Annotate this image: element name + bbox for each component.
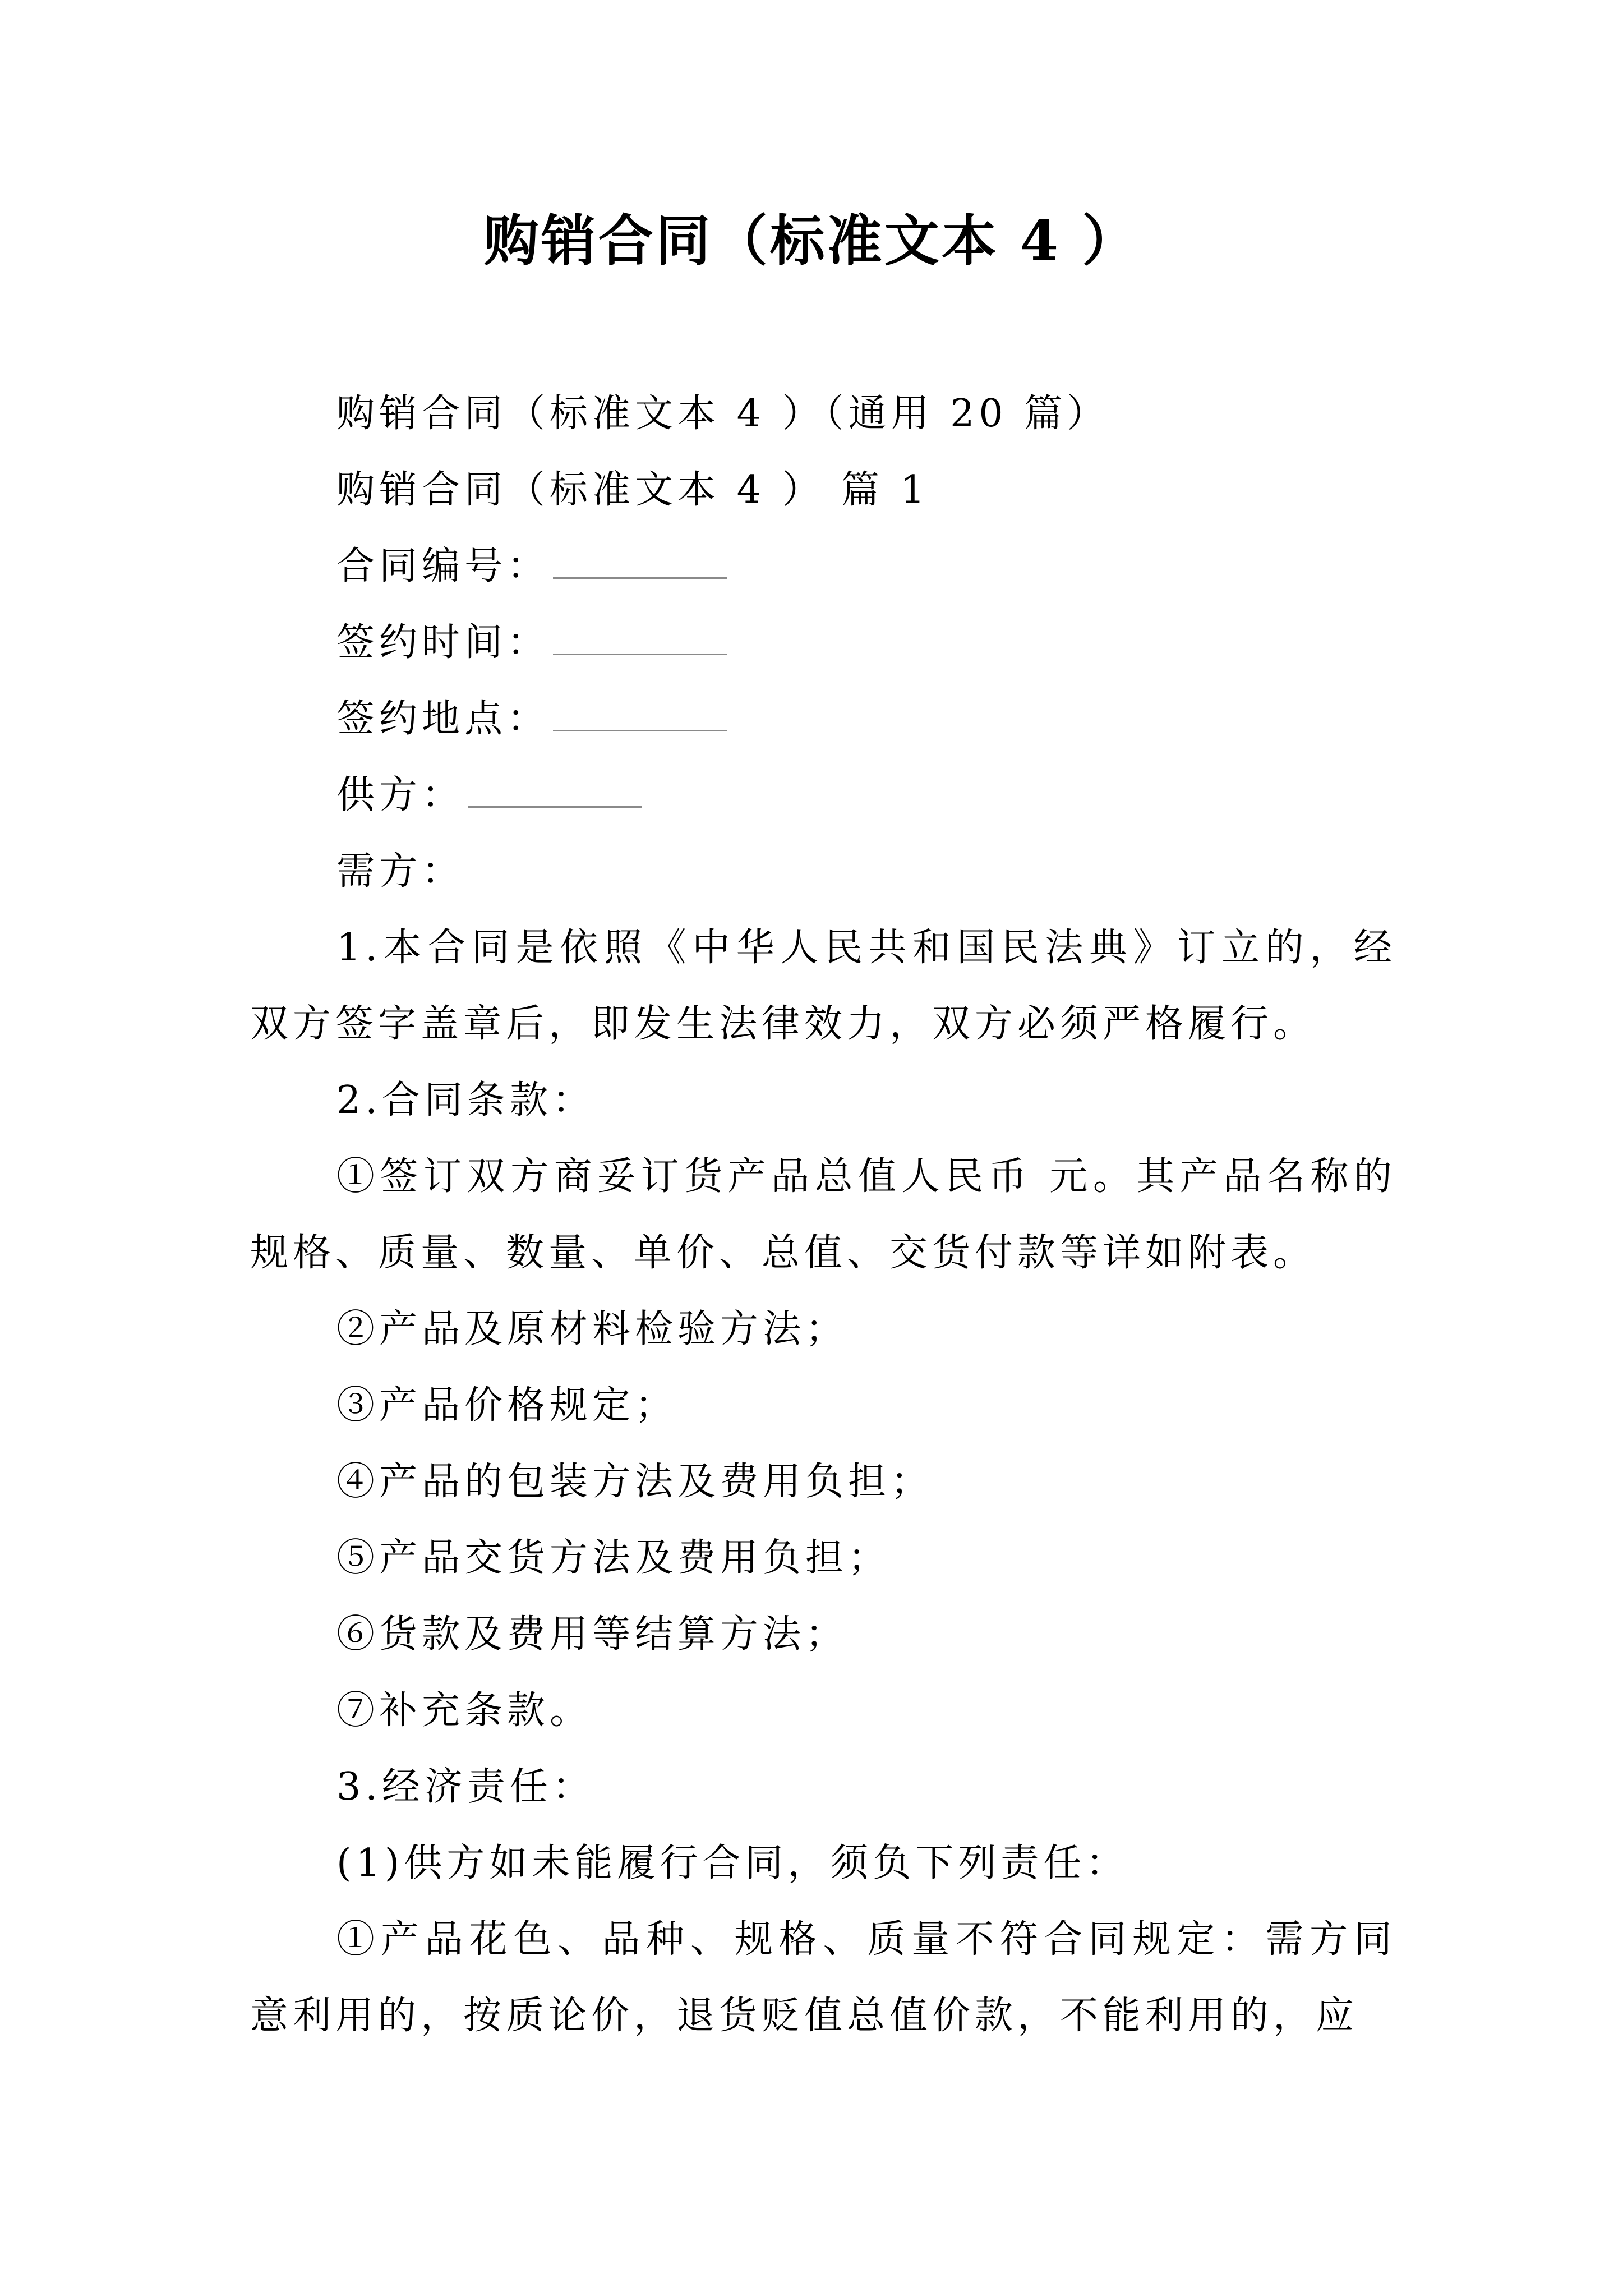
clause-2-item-2: ②产品及原材料检验方法； [336,1307,849,1351]
clause-2-heading: 2.合同条款： [336,1078,595,1122]
clause-2-item-6: ⑥货款及费用等结算方法； [336,1612,849,1657]
signing-time-label: 签约时间： [336,620,550,665]
buyer-label: 需方： [336,849,465,894]
contract-number-label: 合同编号： [336,544,550,588]
clause-3-sub: (1)供方如未能履行合同，须负下列责任： [336,1841,1129,1885]
signing-time-blank[interactable] [553,614,727,655]
supplier-field [250,757,1396,834]
signing-place-label: 签约地点： [336,697,550,741]
section-heading: 购销合同（标准文本 4 ） 篇 1 [336,468,929,512]
supplier-label: 供方： [336,773,465,817]
clause-1: 1.本合同是依照《中华人民共和国民法典》订立的，经双方签字盖章后，即发生法律效力，双方必须严格履行。 [250,926,1396,1046]
clause-3-heading: 3.经济责任： [336,1765,595,1809]
signing-place-field [250,681,1396,757]
contract-number-blank[interactable] [553,538,727,579]
signing-place-blank[interactable] [553,691,727,731]
clause-3-item-1: ①产品花色、品种、规格、质量不符合同规定：需方同意利用的，按质论价，退货贬值总值价款，不能利用的，应 [250,1917,1396,2038]
clause-2-item-1: ①签订双方商妥订货产品总值人民币 元。其产品名称的规格、质量、数量、单价、总值、交货付款等详如附表。 [250,1154,1396,1275]
clause-2-item-7: ⑦补充条款。 [336,1688,593,1733]
clause-2-item-3: ③产品价格规定； [336,1383,678,1428]
supplier-blank[interactable] [468,767,642,808]
clause-2-item-4: ④产品的包装方法及费用负担； [336,1460,934,1504]
signing-time-field [250,605,1396,681]
document-title: 购销合同（标准文本 4 ） [483,209,1140,273]
document-subtitle: 购销合同（标准文本 4 ）（通用 20 篇） [336,392,1110,436]
contract-number-field [250,528,1396,605]
document-body [250,376,1396,2054]
clause-2-item-5: ⑤产品交货方法及费用负担； [336,1536,891,1580]
